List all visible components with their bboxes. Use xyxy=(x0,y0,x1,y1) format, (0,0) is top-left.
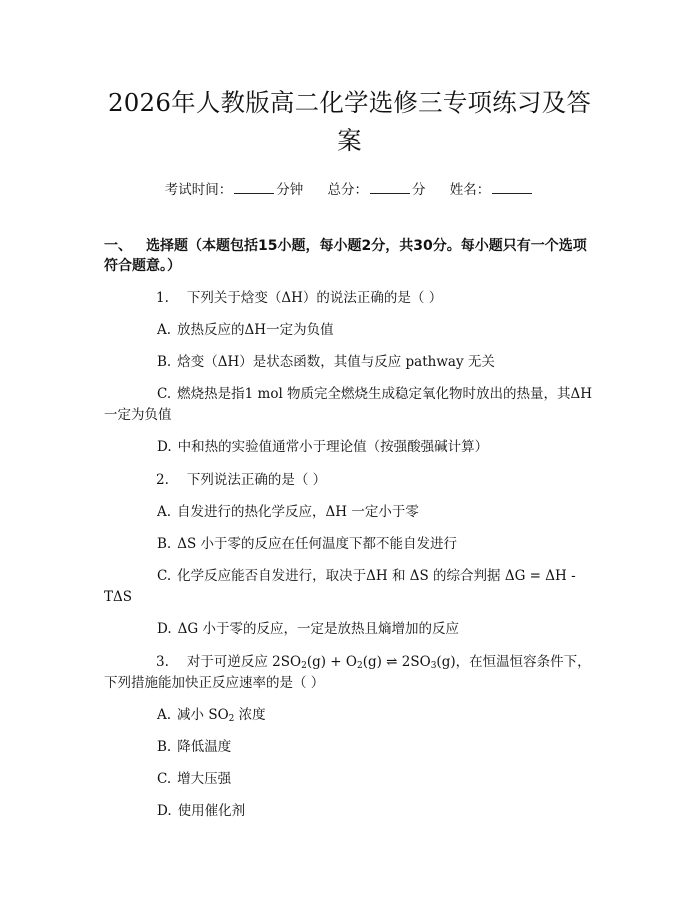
option-text: 自发进行的热化学反应，ΔH 一定小于零 xyxy=(177,504,419,520)
option-letter: A. xyxy=(157,322,172,338)
option-letter: B. xyxy=(157,739,172,755)
option-text: 化学反应能否自发进行，取决于ΔH 和 ΔS 的综合判据 ΔG = ΔH - TΔS xyxy=(104,568,576,605)
option-letter: D. xyxy=(157,439,172,455)
option-1c xyxy=(104,384,595,426)
question-stem-part: (g)，在恒温恒容条件下，下列措施能加快正反应速率的是（ ） xyxy=(104,654,591,691)
option-letter: D. xyxy=(157,803,172,819)
option-letter: D. xyxy=(157,621,172,637)
option-3a xyxy=(104,705,595,726)
question-stem: 下列关于焓变（ΔH）的说法正确的是（ ） xyxy=(186,290,443,306)
section-text: 选择题（本题包括15小题，每小题2分，共30分。每小题只有一个选项符合题意。） xyxy=(104,238,587,274)
option-text: 焓变（ΔH）是状态函数，其值与反应 pathway 无关 xyxy=(177,354,495,370)
question-stem-part: 对于可逆反应 2SO xyxy=(186,654,302,670)
question-2 xyxy=(104,470,595,491)
option-2d xyxy=(104,619,595,640)
name-blank xyxy=(492,181,532,194)
option-3d xyxy=(104,801,595,822)
option-text: 中和热的实验值通常小于理论值（按强酸强碱计算） xyxy=(177,439,489,455)
option-text: ΔG 小于零的反应，一定是放热且熵增加的反应 xyxy=(177,621,459,637)
time-label: 考试时间： xyxy=(164,182,233,198)
option-letter: A. xyxy=(157,504,172,520)
page-title: 2026年人教版高二化学选修三专项练习及答案 xyxy=(107,88,592,155)
question-stem: 下列说法正确的是（ ） xyxy=(186,472,327,488)
option-letter: B. xyxy=(157,354,172,370)
section-number: 一、 xyxy=(104,238,132,254)
option-1d xyxy=(104,437,595,458)
option-text: 放热反应的ΔH一定为负值 xyxy=(177,322,334,338)
option-text: 燃烧热是指1 mol 物质完全燃烧生成稳定氧化物时放出的热量，其ΔH一定为负值 xyxy=(104,386,593,423)
option-letter: C. xyxy=(157,771,172,787)
score-blank xyxy=(370,181,410,194)
question-number: 1. xyxy=(156,290,169,306)
name-label: 姓名： xyxy=(449,182,491,198)
option-text: 使用催化剂 xyxy=(177,803,246,819)
option-3b xyxy=(104,737,595,758)
question-number: 2. xyxy=(156,472,169,488)
question-1 xyxy=(104,288,595,309)
subscript: 2 xyxy=(228,714,235,724)
time-unit: 分钟 xyxy=(276,182,304,198)
option-letter: C. xyxy=(157,568,172,584)
exam-time xyxy=(165,180,304,200)
option-1a xyxy=(104,320,595,341)
time-blank xyxy=(234,181,274,194)
student-name xyxy=(450,180,535,200)
option-text: 降低温度 xyxy=(177,739,232,755)
option-text: 浓度 xyxy=(234,707,266,723)
option-text: 减小 SO xyxy=(177,707,229,723)
subscript: 3 xyxy=(430,661,437,671)
question-3 xyxy=(104,652,595,694)
total-score xyxy=(328,180,426,200)
option-2b xyxy=(104,534,595,555)
option-letter: A. xyxy=(157,707,172,723)
question-stem-part: (g) ⇌ 2SO xyxy=(362,654,431,670)
score-unit: 分 xyxy=(412,182,426,198)
question-stem-part: (g) + O xyxy=(306,654,357,670)
option-letter: B. xyxy=(157,536,172,552)
score-label: 总分： xyxy=(327,182,368,198)
option-2a xyxy=(104,502,595,523)
subscript: 2 xyxy=(301,661,307,671)
subscript: 2 xyxy=(356,661,363,671)
option-1b xyxy=(104,352,595,373)
section-heading xyxy=(104,236,595,276)
question-number: 3. xyxy=(156,654,169,670)
option-2c xyxy=(104,566,595,608)
option-3c xyxy=(104,769,595,790)
option-letter: C. xyxy=(157,386,172,402)
exam-meta xyxy=(104,180,595,200)
option-text: 增大压强 xyxy=(177,771,232,787)
option-text: ΔS 小于零的反应在任何温度下都不能自发进行 xyxy=(177,536,458,552)
